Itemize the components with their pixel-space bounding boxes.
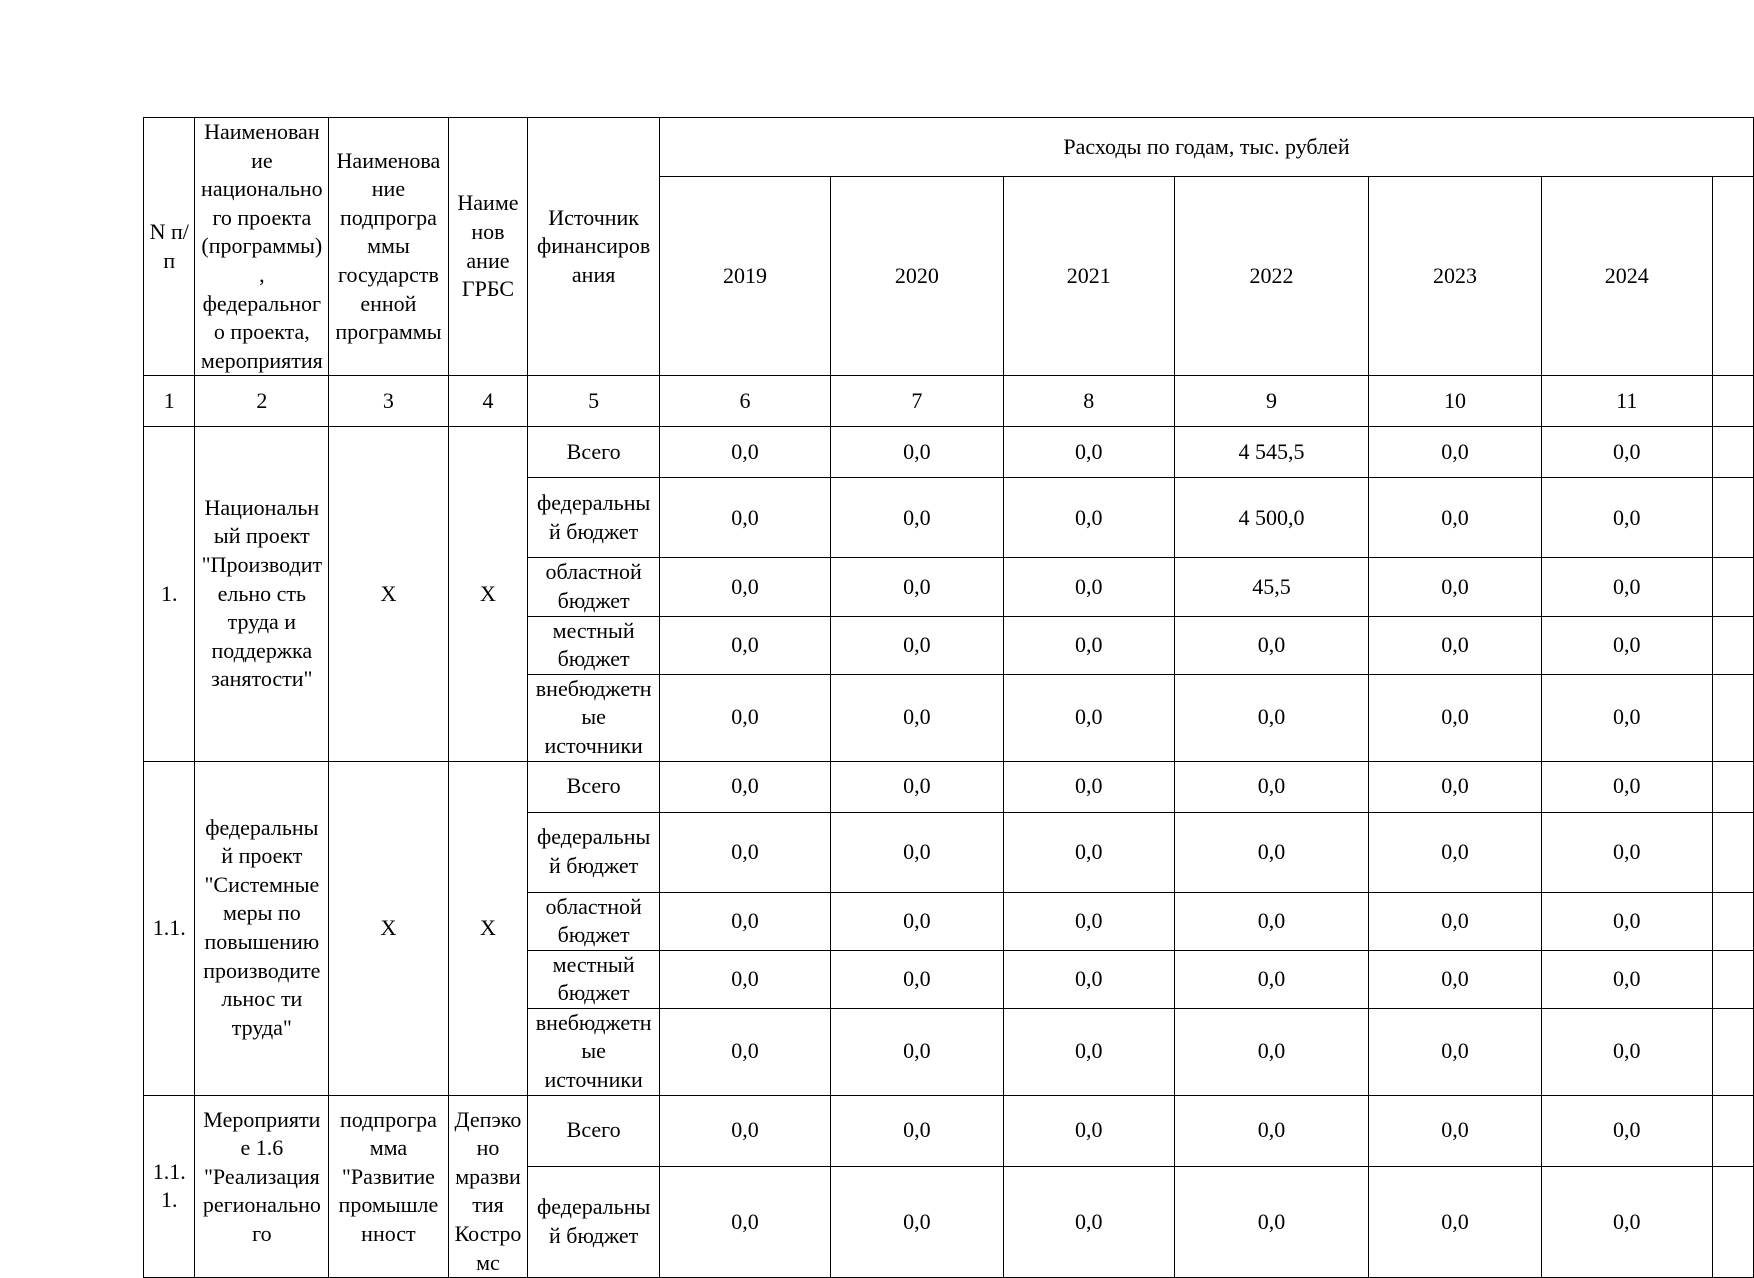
- expense-value: 0,0: [659, 950, 830, 1008]
- financing-source: Всего: [528, 1095, 660, 1166]
- expense-value: 0,0: [1369, 1008, 1542, 1095]
- header-expenses-label: Расходы по годам, тыс. рублей: [1063, 133, 1350, 159]
- header-row-top: [144, 118, 1754, 177]
- expense-value: 0,0: [659, 761, 830, 812]
- expense-value: 0,0: [1369, 812, 1542, 892]
- expense-value: 0,0: [831, 1008, 1004, 1095]
- header-project-name: Наименование национального проекта (программы), федерального проекта, мероприятия: [195, 118, 329, 376]
- expense-value: 0,0: [1003, 1166, 1174, 1278]
- expense-value: 0,0: [1369, 892, 1542, 950]
- expense-value: 0,0: [659, 558, 830, 616]
- subprogram-name: X: [329, 427, 448, 761]
- expense-value: 0,0: [1369, 1166, 1542, 1278]
- expense-value: 0,0: [1003, 427, 1174, 478]
- expense-value-cutoff: [1712, 1008, 1753, 1095]
- expense-value: 0,0: [831, 812, 1004, 892]
- column-number-cutoff: [1712, 376, 1753, 427]
- column-number: 1: [144, 376, 195, 427]
- financing-source: Всего: [528, 761, 660, 812]
- expense-value: 0,0: [1003, 892, 1174, 950]
- project-name: федеральный проект "Системные меры по повышению производительнос ти труда": [195, 761, 329, 1095]
- expense-value: 0,0: [1174, 616, 1368, 674]
- expense-value: 0,0: [1541, 892, 1712, 950]
- grbs-name: X: [448, 761, 528, 1095]
- expense-value: 4 500,0: [1174, 478, 1368, 558]
- expense-value: 0,0: [831, 1166, 1004, 1278]
- expense-value: 0,0: [831, 761, 1004, 812]
- expense-value: 0,0: [1174, 761, 1368, 812]
- expense-value: 0,0: [659, 812, 830, 892]
- column-number: 2: [195, 376, 329, 427]
- table-row: [144, 427, 1754, 478]
- expense-value: 0,0: [1003, 950, 1174, 1008]
- expense-value-cutoff: [1712, 950, 1753, 1008]
- expense-value: 0,0: [1541, 616, 1712, 674]
- expense-value: 0,0: [1541, 478, 1712, 558]
- expense-value: 0,0: [831, 950, 1004, 1008]
- expense-value: 0,0: [1174, 1095, 1368, 1166]
- expense-value: 0,0: [831, 1095, 1004, 1166]
- expense-value-cutoff: [1712, 558, 1753, 616]
- header-grbs: Наименов ание ГРБС: [448, 118, 528, 376]
- project-name: Мероприятие 1.6 "Реализация регионального: [195, 1095, 329, 1278]
- row-number: 1.1.1.: [144, 1095, 195, 1278]
- header-source: Источник финансирования: [528, 118, 660, 376]
- financing-source: местный бюджет: [528, 950, 660, 1008]
- header-year: 2024: [1541, 176, 1712, 376]
- expense-value: 0,0: [1003, 1008, 1174, 1095]
- expense-value: 0,0: [1541, 1166, 1712, 1278]
- expense-value: 0,0: [831, 478, 1004, 558]
- expense-value: 0,0: [1541, 761, 1712, 812]
- header-year: 2023: [1369, 176, 1542, 376]
- expense-value: 0,0: [659, 478, 830, 558]
- expense-value: 0,0: [1003, 812, 1174, 892]
- expense-value: 0,0: [1541, 558, 1712, 616]
- expense-value: 0,0: [659, 1166, 830, 1278]
- expense-value: 0,0: [831, 616, 1004, 674]
- expense-value: 0,0: [831, 674, 1004, 761]
- expense-value: 0,0: [659, 616, 830, 674]
- expense-value-cutoff: [1712, 1095, 1753, 1166]
- expense-value: 0,0: [1003, 616, 1174, 674]
- column-number: 6: [659, 376, 830, 427]
- header-year: 2021: [1003, 176, 1174, 376]
- expense-value: 0,0: [1541, 950, 1712, 1008]
- expense-value: 0,0: [1369, 616, 1542, 674]
- expense-value: 0,0: [1174, 950, 1368, 1008]
- expense-value: 0,0: [659, 1008, 830, 1095]
- expense-value: 0,0: [1369, 950, 1542, 1008]
- expense-value-cutoff: [1712, 616, 1753, 674]
- header-year: 2019: [659, 176, 830, 376]
- financing-source: областной бюджет: [528, 892, 660, 950]
- grbs-name: Депэконо мразвития Костромс: [448, 1095, 528, 1278]
- expense-value-cutoff: [1712, 761, 1753, 812]
- table-row: [144, 761, 1754, 812]
- header-subprogram: Наименование подпрограммы государственной программы: [329, 118, 448, 376]
- table-row: [144, 1095, 1754, 1166]
- header-year-cutoff: [1712, 176, 1753, 376]
- expense-value: 0,0: [1174, 812, 1368, 892]
- column-number: 9: [1174, 376, 1368, 427]
- header-year: 2020: [831, 176, 1004, 376]
- header-year: 2022: [1174, 176, 1368, 376]
- expense-value: 0,0: [1003, 1095, 1174, 1166]
- header-n: N п/п: [144, 118, 195, 376]
- expenses-table: [143, 117, 1754, 1278]
- column-number: 8: [1003, 376, 1174, 427]
- financing-source: федеральный бюджет: [528, 478, 660, 558]
- row-number: 1.: [144, 427, 195, 761]
- project-name: Национальный проект "Производительно сть труда и поддержка занятости": [195, 427, 329, 761]
- header-expenses: [659, 118, 1753, 177]
- financing-source: федеральный бюджет: [528, 812, 660, 892]
- financing-source: внебюджетные источники: [528, 674, 660, 761]
- expense-value: 0,0: [1541, 812, 1712, 892]
- expense-value: 0,0: [1541, 674, 1712, 761]
- column-number: 3: [329, 376, 448, 427]
- expense-value: 0,0: [1541, 1095, 1712, 1166]
- financing-source: внебюджетные источники: [528, 1008, 660, 1095]
- expense-value: 0,0: [1174, 892, 1368, 950]
- expense-value: 0,0: [659, 427, 830, 478]
- expense-value: 0,0: [1541, 427, 1712, 478]
- financing-source: Всего: [528, 427, 660, 478]
- financing-source: областной бюджет: [528, 558, 660, 616]
- row-number: 1.1.: [144, 761, 195, 1095]
- column-number: 11: [1541, 376, 1712, 427]
- expense-value: 0,0: [1369, 761, 1542, 812]
- expense-value: 4 545,5: [1174, 427, 1368, 478]
- expense-value-cutoff: [1712, 478, 1753, 558]
- column-number: 4: [448, 376, 528, 427]
- expense-value: 0,0: [1174, 1166, 1368, 1278]
- expense-value: 0,0: [659, 674, 830, 761]
- column-number: 7: [831, 376, 1004, 427]
- expense-value: 0,0: [831, 427, 1004, 478]
- expense-value: 0,0: [1003, 478, 1174, 558]
- expense-value: 0,0: [1369, 1095, 1542, 1166]
- expense-value: 0,0: [1003, 558, 1174, 616]
- expense-value: 45,5: [1174, 558, 1368, 616]
- column-number: 5: [528, 376, 660, 427]
- expense-value-cutoff: [1712, 1166, 1753, 1278]
- expense-value-cutoff: [1712, 674, 1753, 761]
- column-number: 10: [1369, 376, 1542, 427]
- grbs-name: X: [448, 427, 528, 761]
- subprogram-name: подпрограмма "Развитие промышленност: [329, 1095, 448, 1278]
- expense-value: 0,0: [1369, 478, 1542, 558]
- expense-value: 0,0: [831, 558, 1004, 616]
- expense-value: 0,0: [1174, 1008, 1368, 1095]
- expense-value: 0,0: [831, 892, 1004, 950]
- subprogram-name: X: [329, 761, 448, 1095]
- expense-value: 0,0: [659, 892, 830, 950]
- expense-value-cutoff: [1712, 892, 1753, 950]
- expense-value: 0,0: [1003, 761, 1174, 812]
- expense-value: 0,0: [1369, 674, 1542, 761]
- financing-source: федеральный бюджет: [528, 1166, 660, 1278]
- expense-value: 0,0: [1174, 674, 1368, 761]
- expense-value: 0,0: [659, 1095, 830, 1166]
- financing-source: местный бюджет: [528, 616, 660, 674]
- expense-value-cutoff: [1712, 427, 1753, 478]
- expense-value: 0,0: [1369, 558, 1542, 616]
- expense-value: 0,0: [1003, 674, 1174, 761]
- expense-value: 0,0: [1541, 1008, 1712, 1095]
- expense-value-cutoff: [1712, 812, 1753, 892]
- expense-value: 0,0: [1369, 427, 1542, 478]
- column-numbers-row: [144, 376, 1754, 427]
